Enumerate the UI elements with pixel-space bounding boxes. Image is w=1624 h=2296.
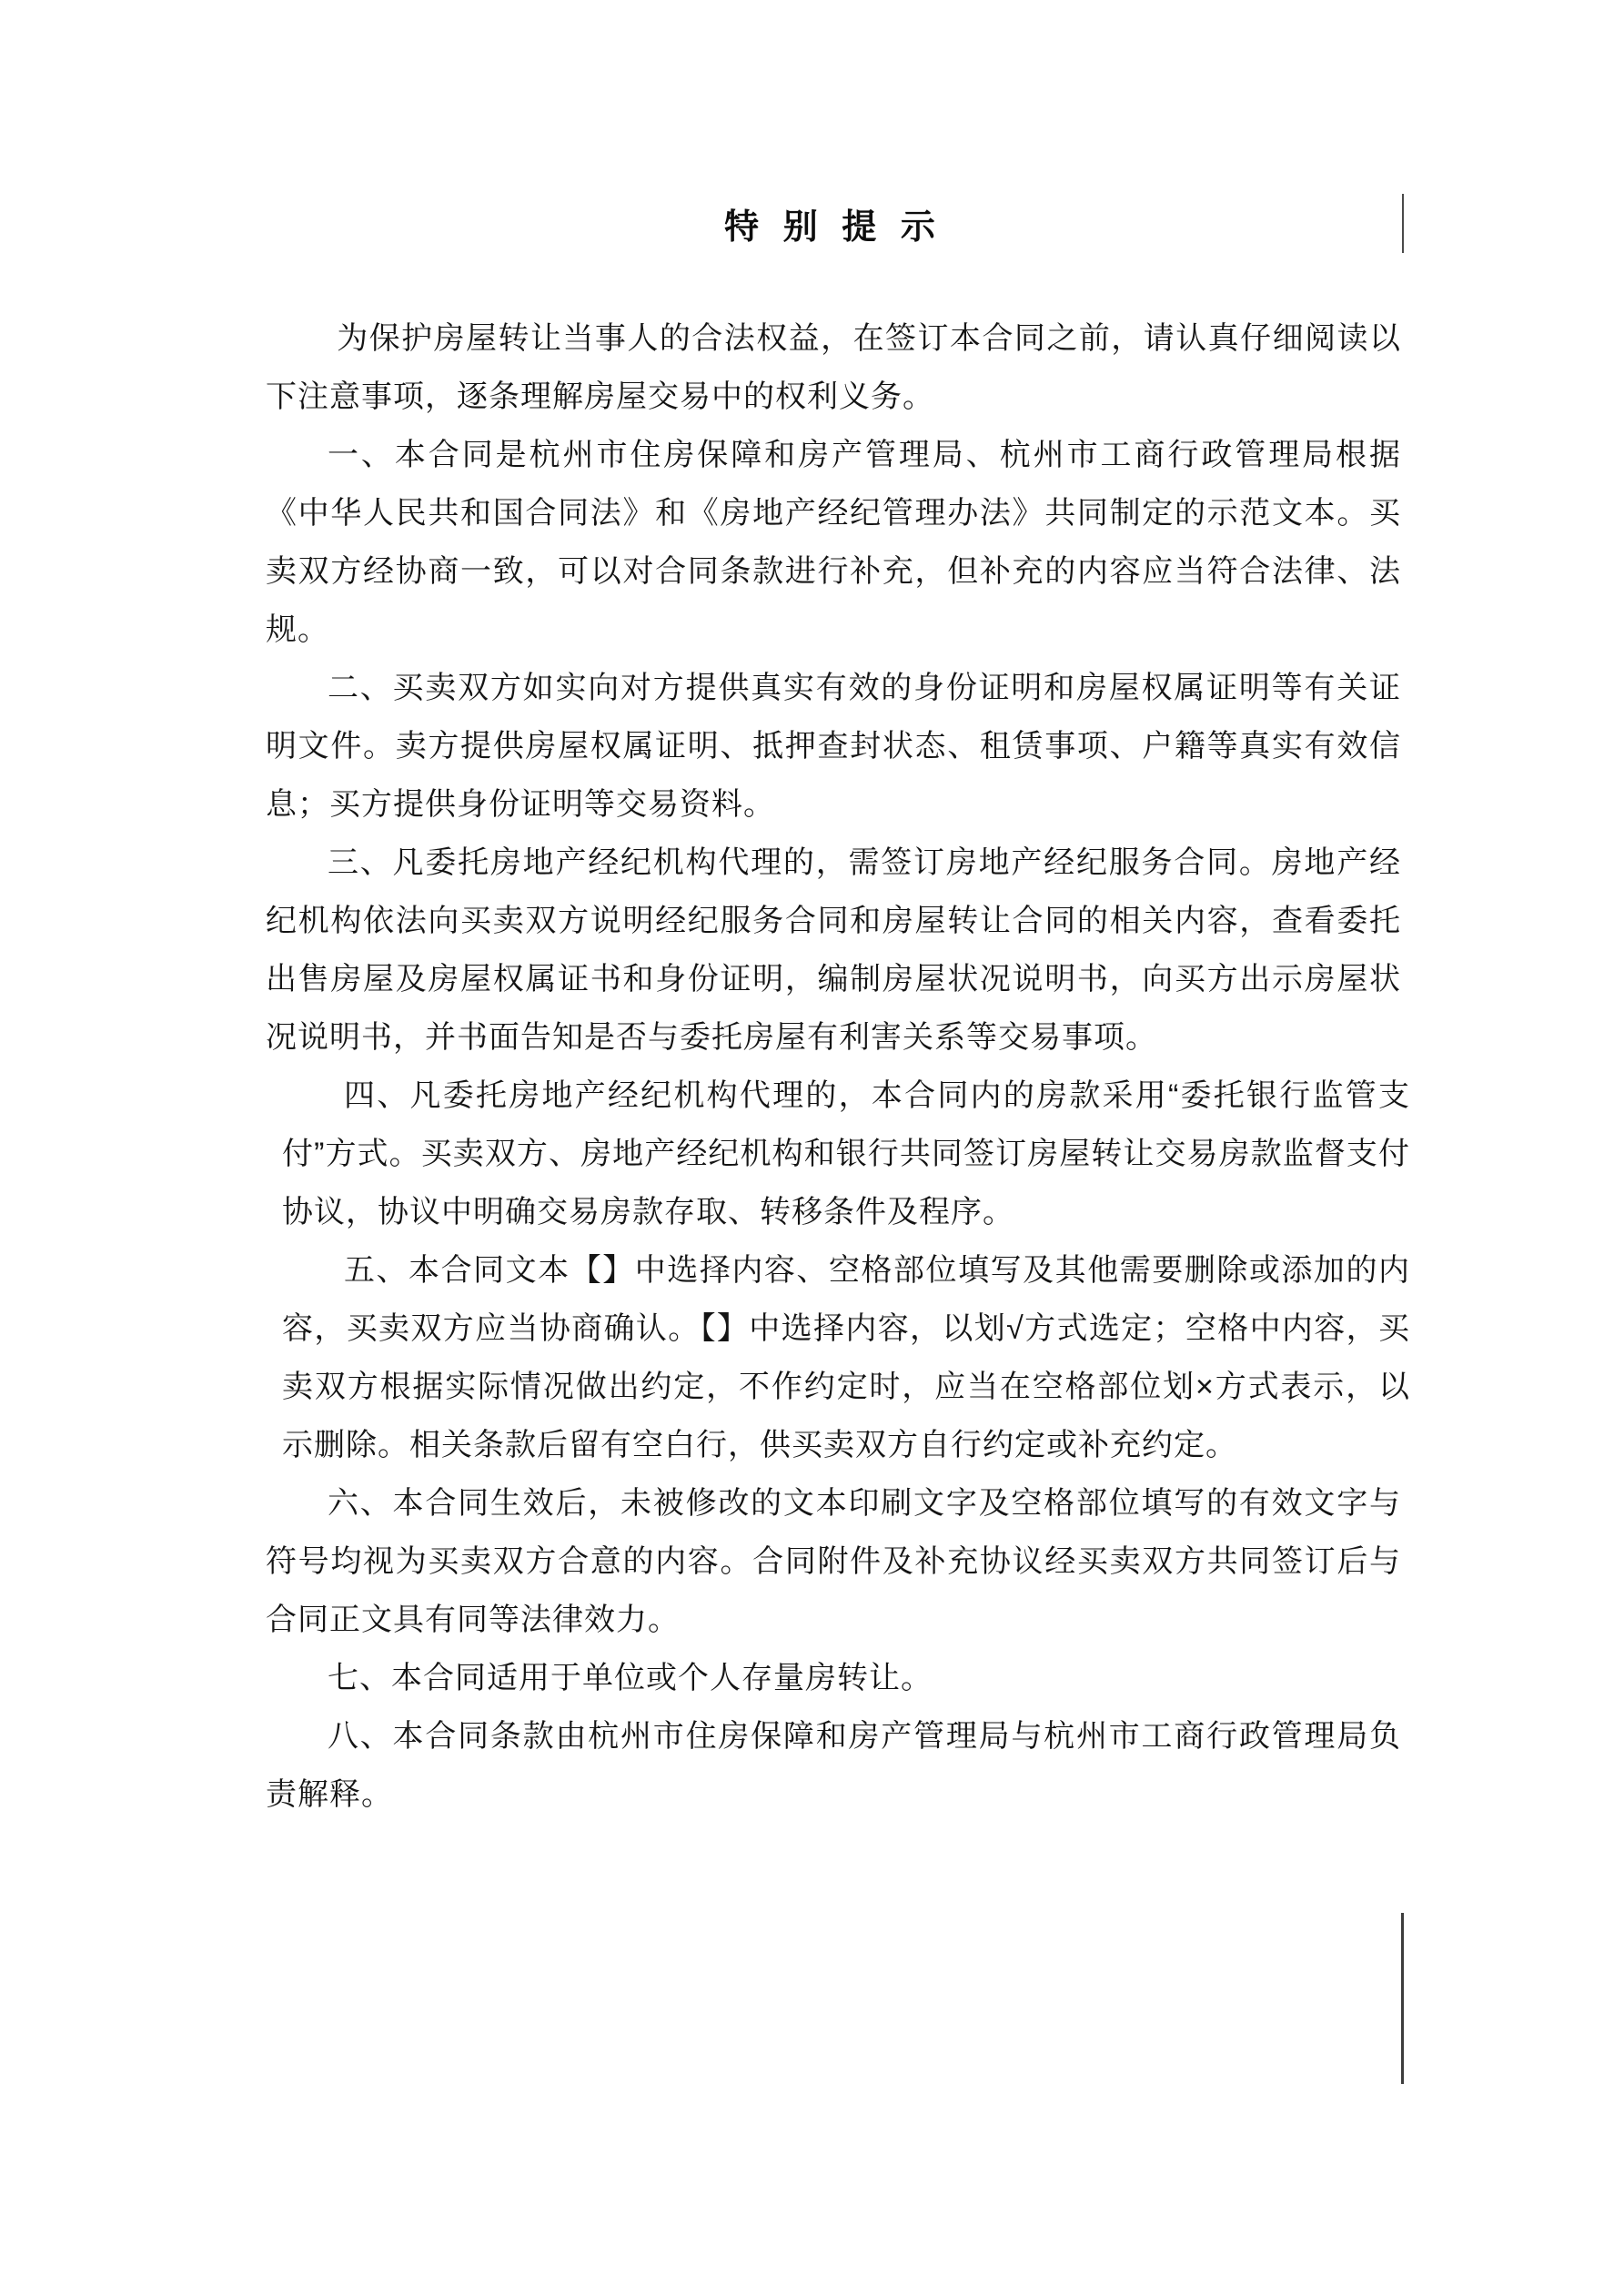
notice-item-7: 七、本合同适用于单位或个人存量房转让。 xyxy=(328,1661,933,1695)
notice-item-5: 五、本合同文本【】中选择内容、空格部位填写及其他需要删除或添加的内容，买卖双方应当协商确认。【】中选择内容，以划√方式选定；空格中内容，买卖双方根据实际情况做出约定，不作约定时，应当在空格部位划×方式表示，以示删除。相关条款后留有空白行，供买卖双方自行约定或补充约定。 xyxy=(282,1253,1410,1462)
revision-change-bar-bottom xyxy=(1401,1913,1404,2084)
notice-item-2: 二、买卖双方如实向对方提供真实有效的身份证明和房屋权属证明等有关证明文件。卖方提供房屋权属证明、抵押查封状态、租赁事项、户籍等真实有效信息；买方提供身份证明等交易资料。 xyxy=(266,671,1401,822)
revision-change-bar-top xyxy=(1402,194,1404,253)
notice-intro-paragraph: 为保护房屋转让当事人的合法权益，在签订本合同之前，请认真仔细阅读以下注意事项，逐条理解房屋交易中的权利义务。 xyxy=(266,321,1401,414)
page-title: 特 别 提 示 xyxy=(724,208,943,247)
notice-item-4: 四、凡委托房地产经纪机构代理的，本合同内的房款采用“委托银行监管支付”方式。买卖双方、房地产经纪机构和银行共同签订房屋转让交易房款监督支付协议，协议中明确交易房款存取、转移条件及程序。 xyxy=(282,1078,1410,1229)
notice-item-6: 六、本合同生效后，未被修改的文本印刷文字及空格部位填写的有效文字与符号均视为买卖双方合意的内容。合同附件及补充协议经买卖双方共同签订后与合同正文具有同等法律效力。 xyxy=(266,1486,1401,1637)
notice-item-8: 八、本合同条款由杭州市住房保障和房产管理局与杭州市工商行政管理局负责解释。 xyxy=(266,1719,1401,1812)
notice-item-3: 三、凡委托房地产经纪机构代理的，需签订房地产经纪服务合同。房地产经纪机构依法向买卖双方说明经纪服务合同和房屋转让合同的相关内容，查看委托出售房屋及房屋权属证书和身份证明，编制房屋状况说明书，向买方出示房屋状况说明书，并书面告知是否与委托房屋有利害关系等交易事项。 xyxy=(266,845,1401,1055)
notice-body xyxy=(266,309,1410,1824)
notice-item-1: 一、本合同是杭州市住房保障和房产管理局、杭州市工商行政管理局根据《中华人民共和国合同法》和《房地产经纪管理办法》共同制定的示范文本。买卖双方经协商一致，可以对合同条款进行补充，但补充的内容应当符合法律、法规。 xyxy=(266,438,1401,647)
